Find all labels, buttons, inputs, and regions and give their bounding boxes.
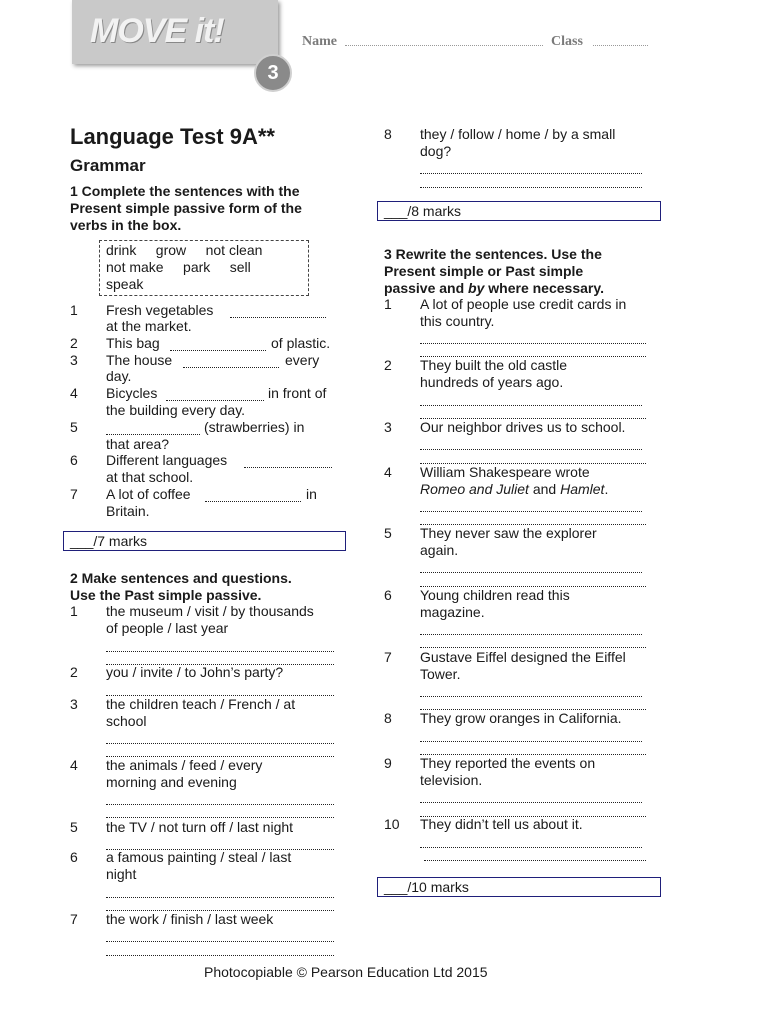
answer-line[interactable] (420, 633, 642, 635)
answer-blank[interactable] (166, 399, 264, 401)
ex3-marks[interactable]: ___/10 marks (377, 877, 661, 897)
answer-line[interactable] (420, 740, 642, 742)
ex2-item-text: the children teach / French / at (106, 696, 296, 712)
ex2-item-text: the TV / not turn off / last night (106, 819, 294, 835)
ex3-item-text: William Shakespeare wrote (420, 464, 590, 480)
ex1-item-text: every (285, 352, 320, 368)
answer-line[interactable] (106, 816, 334, 818)
ex3-instruction-part: where necessary. (488, 280, 604, 296)
answer-line[interactable] (106, 940, 334, 942)
ex2-item-text: the animals / feed / every (106, 757, 263, 773)
ex2-item-text: you / invite / to John’s party? (106, 664, 284, 680)
section-grammar: Grammar (70, 156, 146, 175)
ex1-item-number: 3 (70, 352, 78, 368)
ex3-item-text: Tower. (420, 666, 461, 682)
ex3-instruction (384, 246, 604, 297)
ex1-item-text: in front of (268, 385, 327, 401)
ex2-instruction (70, 570, 292, 604)
answer-line[interactable] (420, 404, 642, 406)
footer-copyright: Photocopiable © Pearson Education Ltd 2015 (204, 964, 488, 980)
ex2-marks[interactable]: ___/8 marks (377, 201, 661, 221)
ex3-item-text: They built the old castle (420, 357, 568, 373)
ex2-item-number: 6 (70, 849, 78, 865)
ex1-item-text: The house (106, 352, 173, 368)
answer-line[interactable] (424, 859, 646, 861)
answer-line[interactable] (420, 846, 642, 848)
answer-blank[interactable] (244, 466, 332, 468)
logo: MOVE it! (90, 12, 224, 50)
answer-line[interactable] (420, 186, 642, 188)
answer-blank[interactable] (205, 500, 301, 502)
name-label: Name (302, 34, 337, 49)
ex3-item-word: and (532, 481, 557, 497)
ex3-item-number: 7 (384, 649, 392, 665)
ex3-instruction-part: passive and (384, 280, 465, 296)
ex3-item-text: A lot of people use credit cards in (420, 296, 627, 312)
ex1-item-number: 6 (70, 452, 78, 468)
word-box-line: not make park sell (106, 259, 251, 275)
ex2-item-text: a famous painting / steal / last (106, 849, 292, 865)
ex1-item-number: 5 (70, 419, 78, 435)
ex1-item-number: 1 (70, 302, 78, 318)
ex3-item-text-italic-line (420, 481, 608, 498)
ex3-item-text: Our neighbor drives us to school. (420, 419, 626, 435)
ex1-item-number: 7 (70, 486, 78, 502)
page-title: Language Test 9A** (70, 124, 275, 149)
ex1-item-number: 4 (70, 385, 78, 401)
name-field[interactable] (345, 35, 543, 46)
ex2-item-text: they / follow / home / by a small (420, 126, 616, 142)
answer-line[interactable] (420, 571, 642, 573)
ex3-instruction-by: by (468, 280, 485, 296)
ex2-item-text: night (106, 866, 137, 882)
answer-line[interactable] (420, 172, 642, 174)
answer-blank[interactable] (230, 316, 326, 318)
ex1-item-text: Britain. (106, 503, 150, 519)
ex3-item-text: They grow oranges in California. (420, 710, 622, 726)
ex3-instruction-line: 3 Rewrite the sentences. Use the (384, 246, 602, 262)
ex3-item-number: 6 (384, 587, 392, 603)
answer-line[interactable] (106, 742, 334, 744)
ex1-item-text: This bag (106, 335, 160, 351)
ex1-marks[interactable]: ___/7 marks (63, 531, 346, 551)
ex2-item-number: 3 (70, 696, 78, 712)
answer-line[interactable] (420, 646, 646, 648)
ex2-item-text: the work / finish / last week (106, 911, 274, 927)
ex3-item-text: They never saw the explorer (420, 525, 597, 541)
ex3-item-text: television. (420, 772, 483, 788)
unit-badge: 3 (254, 54, 292, 92)
ex3-item-text: Young children read this (420, 587, 570, 603)
ex1-item-text: day. (106, 368, 132, 384)
ex3-item-text: hundreds of years ago. (420, 374, 564, 390)
ex2-instruction-line: Use the Past simple passive. (70, 587, 262, 603)
ex3-item-number: 10 (384, 816, 400, 832)
ex2-item-text: morning and evening (106, 774, 237, 790)
ex2-item-text: of people / last year (106, 620, 229, 636)
ex3-instruction-line (384, 280, 604, 297)
answer-line[interactable] (106, 954, 334, 956)
ex2-item-number: 8 (384, 126, 392, 142)
ex3-item-number: 9 (384, 755, 392, 771)
ex1-item-text: Different languages (106, 452, 228, 468)
ex1-item-text: at that school. (106, 469, 194, 485)
answer-blank[interactable] (170, 349, 266, 351)
ex3-item-text: this country. (420, 313, 495, 329)
ex3-item-text: Gustave Eiffel designed the Eiffel (420, 649, 626, 665)
ex1-item-text: Fresh vegetables (106, 302, 214, 318)
answer-line[interactable] (420, 801, 642, 803)
answer-blank[interactable] (183, 366, 279, 368)
ex2-instruction-line: 2 Make sentences and questions. (70, 570, 292, 586)
ex2-item-number: 1 (70, 603, 78, 619)
ex2-item-number: 2 (70, 664, 78, 680)
ex2-item-text: school (106, 713, 147, 729)
ex2-item-number: 4 (70, 757, 78, 773)
answer-blank[interactable] (106, 433, 200, 435)
class-label: Class (551, 34, 583, 49)
ex1-item-text: of plastic. (271, 335, 331, 351)
ex3-item-number: 1 (384, 296, 392, 312)
ex3-instruction-line: Present simple or Past simple (384, 263, 584, 279)
ex1-item-text: the building every day. (106, 402, 246, 418)
answer-line[interactable] (106, 650, 334, 652)
ex1-item-text: (strawberries) in (204, 419, 305, 435)
ex1-item-text: Bicycles (106, 385, 158, 401)
ex3-item-text: They reported the events on (420, 755, 596, 771)
ex2-item-number: 5 (70, 819, 78, 835)
ex3-item-text: again. (420, 542, 459, 558)
word-box-line: speak (106, 276, 144, 292)
ex1-item-text: A lot of coffee (106, 486, 191, 502)
answer-line[interactable] (420, 342, 646, 344)
ex1-item-text: that area? (106, 436, 170, 452)
word-box-line: drink grow not clean (106, 242, 263, 258)
ex1-instruction-line: 1 Complete the sentences with the (70, 183, 300, 199)
ex3-item-text: They didn’t tell us about it. (420, 816, 583, 832)
answer-line[interactable] (420, 510, 642, 512)
ex1-item-number: 2 (70, 335, 78, 351)
ex3-item-number: 2 (384, 357, 392, 373)
ex3-item-number: 3 (384, 419, 392, 435)
answer-line[interactable] (420, 448, 642, 450)
answer-line[interactable] (106, 803, 334, 805)
ex3-item-number: 5 (384, 525, 392, 541)
ex3-item-number: 8 (384, 710, 392, 726)
ex3-item-text: magazine. (420, 604, 485, 620)
ex3-item-punct: . (604, 481, 609, 497)
ex2-item-number: 7 (70, 911, 78, 927)
title-romeo-and-juliet: Romeo and Juliet (420, 481, 529, 497)
ex2-item-text: the museum / visit / by thousands (106, 603, 314, 619)
ex1-item-text: at the market. (106, 318, 192, 334)
ex3-item-number: 4 (384, 464, 392, 480)
ex1-instruction-line: verbs in the box. (70, 217, 182, 233)
ex2-item-text: dog? (420, 143, 452, 159)
ex1-instruction-line: Present simple passive form of the (70, 200, 302, 216)
answer-line[interactable] (106, 896, 334, 898)
ex1-instruction (70, 183, 302, 234)
ex1-item-text: in (306, 486, 317, 502)
title-hamlet: Hamlet (560, 481, 605, 497)
class-field[interactable] (593, 35, 648, 46)
answer-line[interactable] (420, 695, 642, 697)
